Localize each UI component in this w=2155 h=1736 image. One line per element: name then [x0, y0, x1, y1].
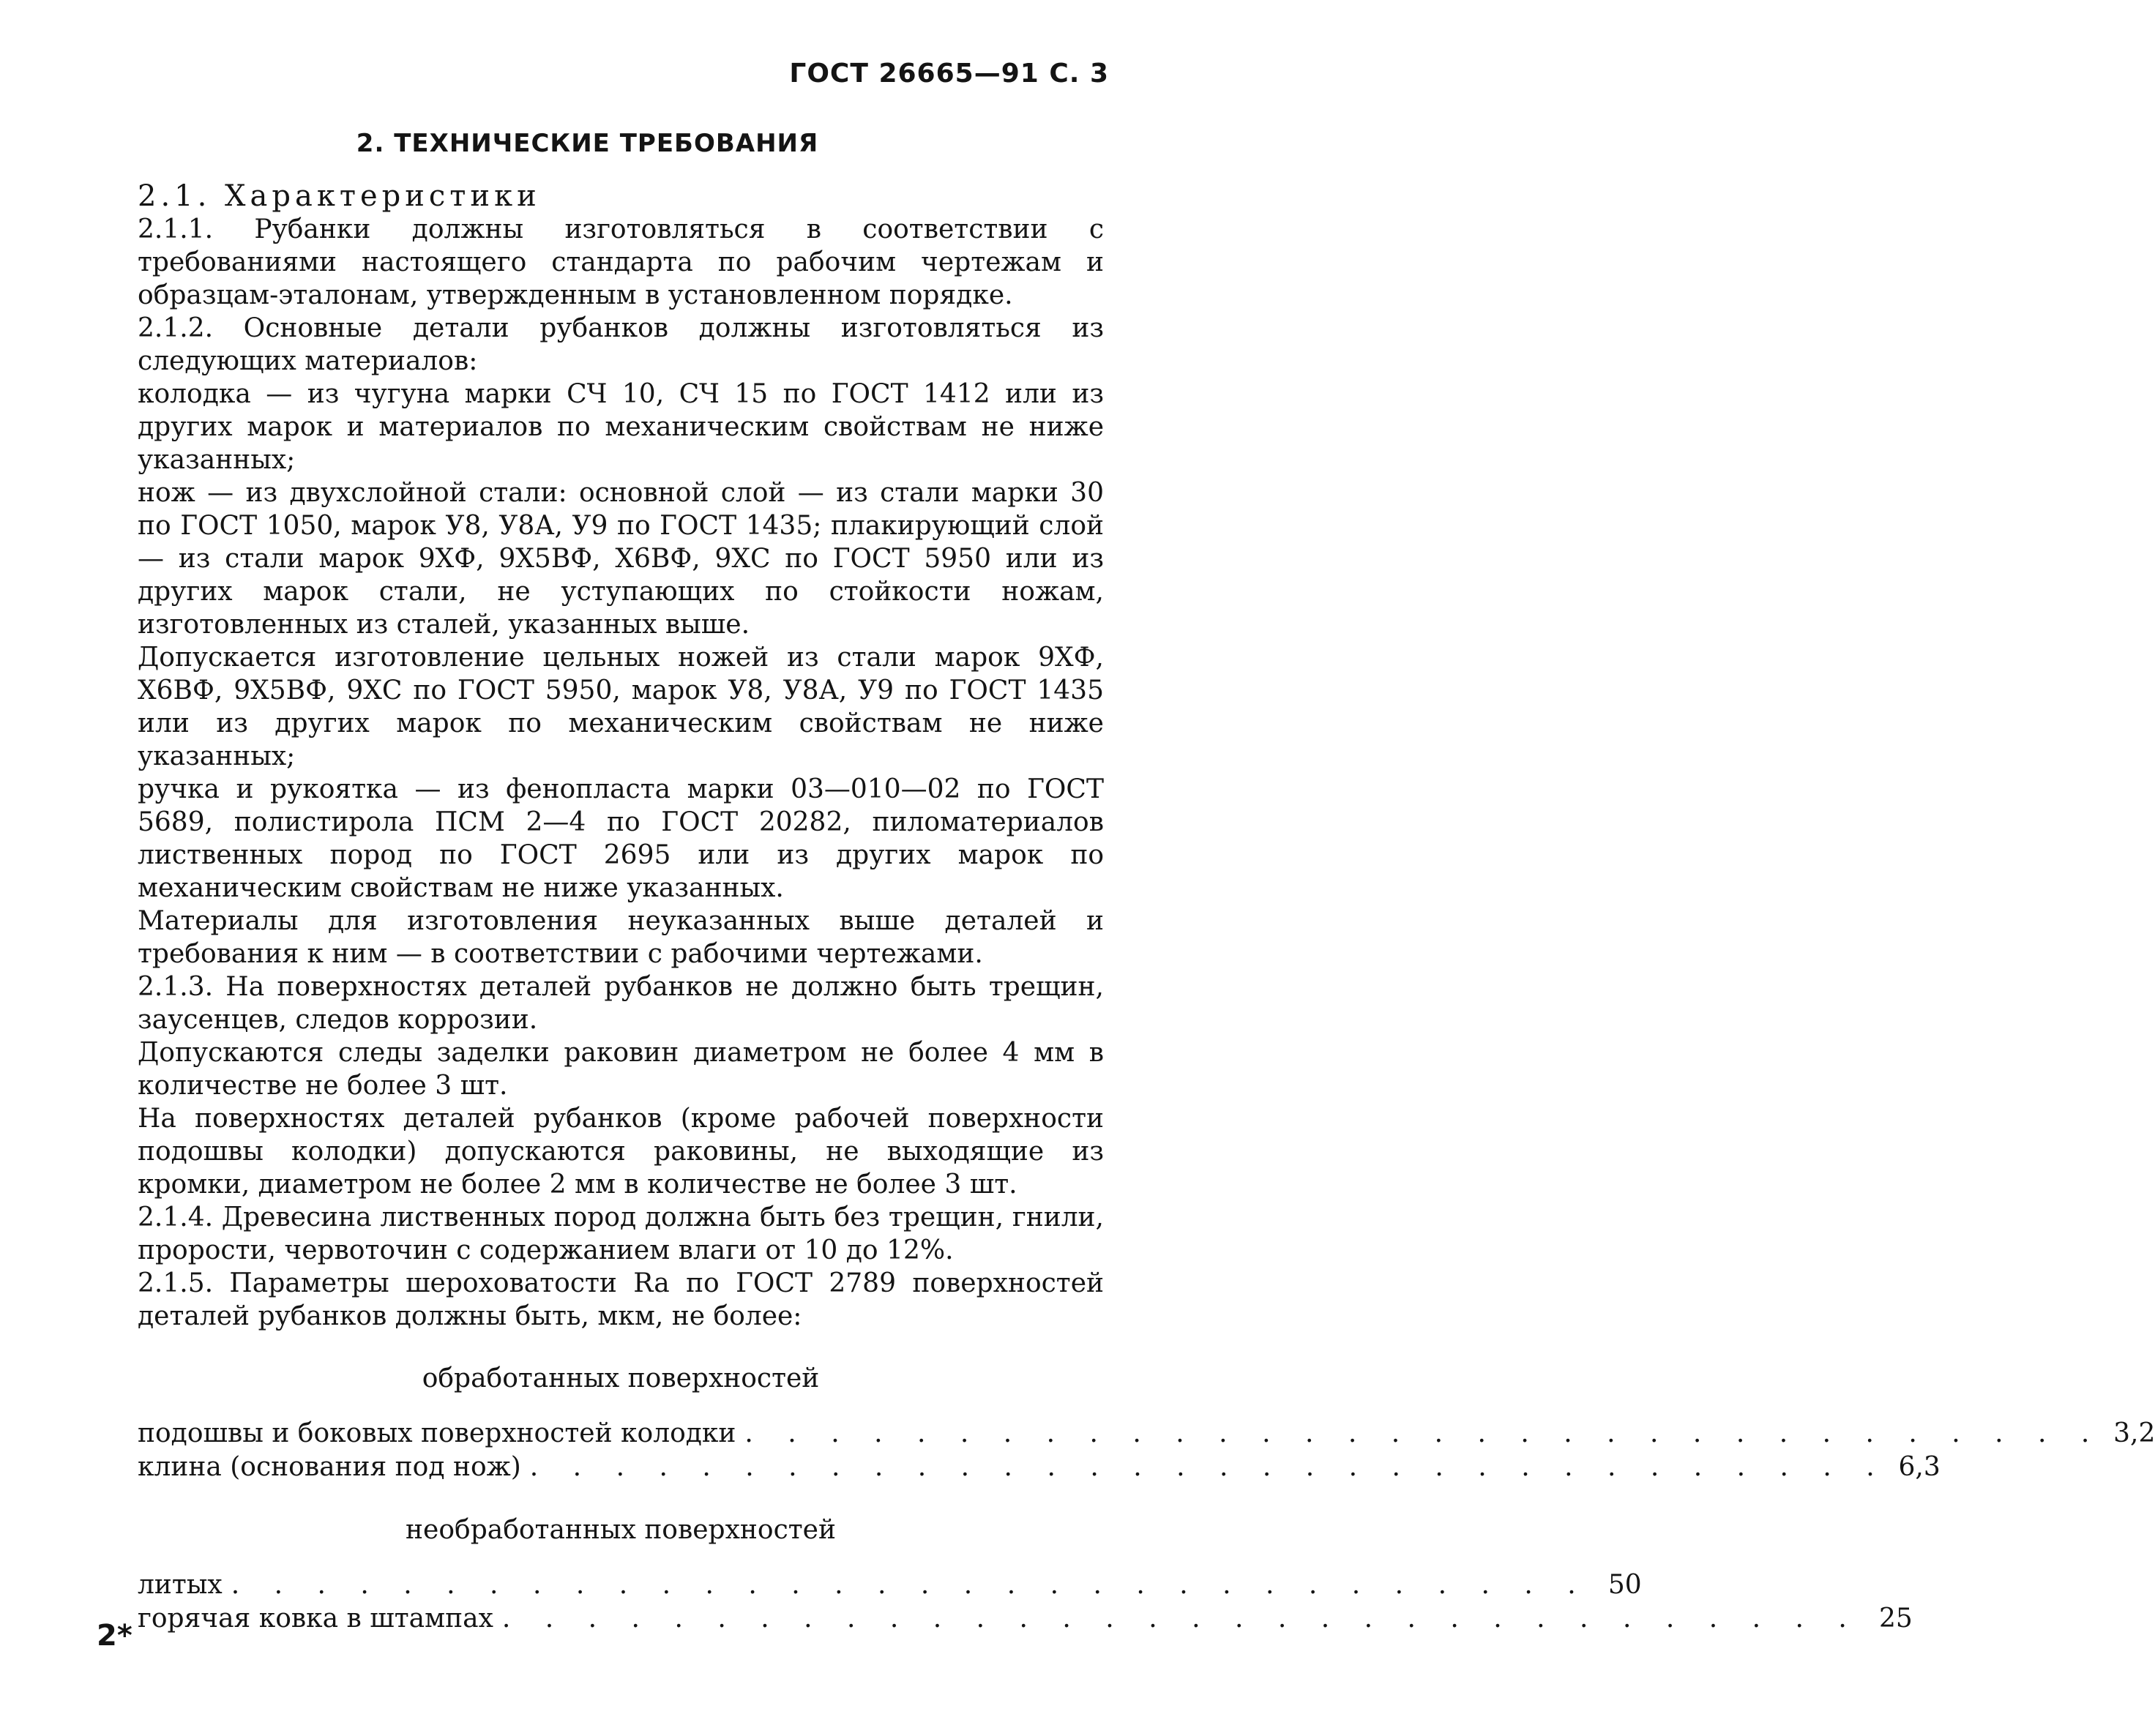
- paragraph: колодка — из чугуна марки СЧ 10, СЧ 15 по ГОСТ 1412 или из других марок и материалов по механическим свойствам не ниже указанных;: [138, 379, 1104, 475]
- row-label: клина (основания под нож): [138, 1452, 521, 1482]
- page-header: ГОСТ 26665—91 С. 3: [789, 59, 1109, 89]
- table-row: [138, 1417, 2155, 1451]
- paragraph: 2.1.2. Основные детали рубанков должны изготовляться из следующих материалов:: [138, 313, 1104, 376]
- subsection-title: 2.1. Характеристики: [138, 179, 541, 213]
- row-value: 6,3: [1898, 1452, 1941, 1482]
- paragraph: ручка и рукоятка — из фенопласта марки 03—010—02 по ГОСТ 5689, полистирола ПСМ 2—4 по ГОСТ 20282, пиломатериалов лиственных пород по ГОСТ 2695 или из других марок по механическим свойствам не ниже указанных.: [138, 774, 1104, 903]
- table-caption-unprocessed: необработанных поверхностей: [406, 1515, 836, 1545]
- paragraph: Материалы для изготовления неуказанных выше деталей и требования к ним — в соответствии с рабочими чертежами.: [138, 906, 1104, 969]
- paragraph: Допускаются следы заделки раковин диаметром не более 4 мм в количестве не более 3 шт.: [138, 1038, 1104, 1101]
- row-value: 50: [1607, 1570, 1642, 1600]
- paragraph: 2.1.5. Параметры шероховатости Ra по ГОСТ 2789 поверхностей деталей рубанков должны быть, мкм, не более:: [138, 1268, 1104, 1331]
- leader-dots: . . . . . . . . . . . . . . . . . . . . . . . . . . . . . . . .: [231, 1570, 1589, 1600]
- row-label: литых: [138, 1570, 223, 1600]
- table-row: [138, 1451, 1941, 1484]
- table-row: [138, 1568, 1642, 1602]
- row-label: горячая ковка в штампах: [138, 1604, 493, 1634]
- leader-dots: . . . . . . . . . . . . . . . . . . . . . . . . . . . . . . . .: [744, 1418, 2103, 1448]
- leader-dots: . . . . . . . . . . . . . . . . . . . . . . . . . . . . . . . .: [501, 1604, 1860, 1634]
- row-value: 3,2: [2113, 1418, 2155, 1448]
- table-caption-processed: обработанных поверхностей: [422, 1363, 820, 1393]
- paragraph: На поверхностях деталей рубанков (кроме рабочей поверхности подошвы колодки) допускаются раковины, не выходящие из кромки, диаметром не более 2 мм в количестве не более 3 шт.: [138, 1104, 1104, 1200]
- table-row: [138, 1602, 1913, 1636]
- leader-dots: . . . . . . . . . . . . . . . . . . . . . . . . . . . . . . . .: [529, 1452, 1888, 1482]
- paragraph: нож — из двухслойной стали: основной слой — из стали марки 30 по ГОСТ 1050, марок У8, У8А, У9 по ГОСТ 1435; плакирующий слой — из стали марок 9ХФ, 9Х5ВФ, Х6ВФ, 9ХС по ГОСТ 5950 или из других марок стали, не уступающих по стойкости ножам, изготовленных из сталей, указанных выше.: [138, 478, 1104, 640]
- paragraph: 2.1.1. Рубанки должны изготовляться в соответствии с требованиями настоящего стандарта по рабочим чертежам и образцам-эталонам, утвержденным в установленном порядке.: [138, 214, 1104, 310]
- paragraph: 2.1.3. На поверхностях деталей рубанков не должно быть трещин, заусенцев, следов коррозии.: [138, 972, 1104, 1035]
- row-value: 25: [1879, 1604, 1913, 1634]
- row-label: подошвы и боковых поверхностей колодки: [138, 1418, 736, 1448]
- section-title: 2. ТЕХНИЧЕСКИЕ ТРЕБОВАНИЯ: [356, 129, 819, 158]
- sheet-mark: 2*: [97, 1619, 132, 1653]
- paragraph: Допускается изготовление цельных ножей из стали марок 9ХФ, Х6ВФ, 9Х5ВФ, 9ХС по ГОСТ 5950, марок У8, У8А, У9 по ГОСТ 1435 или из других марок по механическим свойствам не ниже указанных;: [138, 643, 1104, 771]
- document-body: [138, 179, 2155, 1636]
- paragraph: 2.1.4. Древесина лиственных пород должна быть без трещин, гнили, прорости, червоточин с содержанием влаги от 10 до 12%.: [138, 1202, 1104, 1265]
